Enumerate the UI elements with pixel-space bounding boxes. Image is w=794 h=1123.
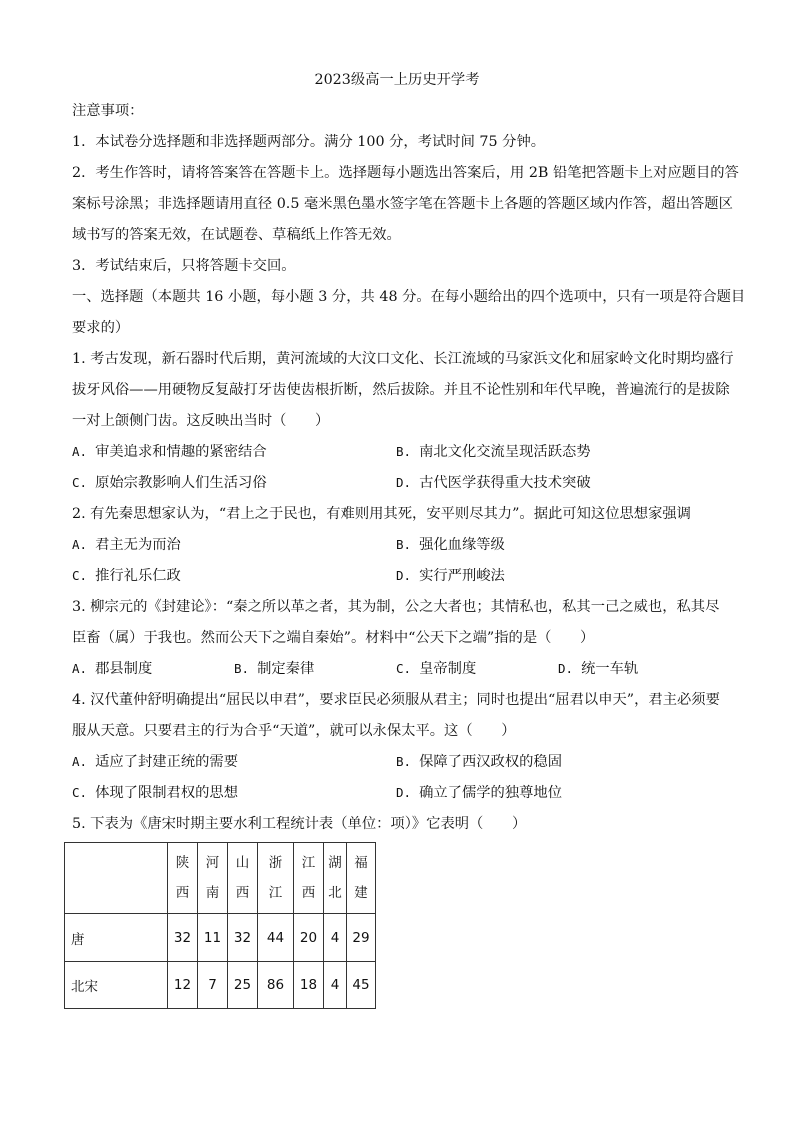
table-cell: 44 (258, 914, 294, 962)
q5-stem-line-1: 5. 下表为《唐宋时期主要水利工程统计表（单位：项）》它表明（ ） (72, 816, 527, 832)
option-key: C. (72, 568, 88, 583)
q3-option-a[interactable] (72, 659, 152, 679)
option-text: 制定秦律 (257, 661, 315, 677)
notice-item-2-line-3: 域书写的答案无效，在试题卷、草稿纸上作答无效。 (72, 227, 401, 243)
option-text: 皇帝制度 (419, 661, 477, 677)
q1-option-d[interactable] (396, 473, 591, 493)
q1-stem-line-3: 一对上颌侧门齿。这反映出当时（ ） (72, 413, 330, 429)
option-key: A. (72, 444, 88, 459)
option-key: D. (396, 568, 412, 583)
table-row (65, 914, 376, 962)
q1-stem-line-1: 1. 考古发现，新石器时代后期，黄河流域的大汶口文化、长江流域的马家浜文化和屈家岭文化时期均盛行 (72, 351, 734, 367)
table-row (65, 962, 376, 1009)
option-text: 君主无为而治 (95, 537, 181, 553)
q1-option-b[interactable] (396, 442, 591, 462)
option-text: 体现了限制君权的思想 (95, 785, 239, 801)
table-header-row (65, 843, 376, 914)
table-corner-cell (65, 843, 168, 914)
q1-stem-line-2: 拔牙风俗——用硬物反复敲打牙齿使齿根折断，然后拔除。并且不论性别和年代早晚，普遍流行的是拔除 (72, 382, 730, 398)
table-cell: 20 (294, 914, 324, 962)
option-key: B. (396, 754, 412, 769)
option-text: 保障了西汉政权的稳固 (419, 754, 563, 770)
table-cell: 45 (347, 962, 376, 1009)
option-key: B. (234, 661, 250, 676)
option-key: C. (396, 661, 412, 676)
header-cell: 湖 北 (324, 843, 347, 914)
q4-stem-line-2: 服从天意。只要君主的行为合乎“天道”，就可以永保太平。这（ ） (72, 723, 516, 739)
q4-option-b[interactable] (396, 752, 562, 772)
notice-item-3: 3．考试结束后，只将答题卡交回。 (72, 258, 296, 274)
option-text: 实行严刑峻法 (419, 568, 505, 584)
exam-title: 2023级高一上历史开学考 (314, 72, 480, 88)
q3-option-d[interactable] (558, 659, 638, 679)
option-text: 推行礼乐仁政 (95, 568, 181, 584)
table-cell: 25 (228, 962, 258, 1009)
notice-item-2-line-1: 2．考生作答时，请将答案答在答题卡上。选择题每小题选出答案后，用 2B 铅笔把答题卡上对应题目的答 (72, 165, 739, 181)
q2-stem-line-1: 2. 有先秦思想家认为，“君上之于民也，有难则用其死，安平则尽其力”。据此可知这位思想家强调 (72, 506, 691, 522)
q3-option-b[interactable] (234, 659, 314, 679)
header-cell: 江 西 (294, 843, 324, 914)
table-cell: 18 (294, 962, 324, 1009)
option-text: 统一车轨 (581, 661, 639, 677)
table-cell: 32 (228, 914, 258, 962)
option-text: 适应了封建正统的需要 (95, 754, 239, 770)
option-text: 审美追求和情趣的紧密结合 (95, 444, 267, 460)
q2-option-a[interactable] (72, 535, 181, 555)
option-key: C. (72, 475, 88, 490)
q3-stem-line-1: 3. 柳宗元的《封建论》：“秦之所以革之者，其为制，公之大者也；其情私也，私其一己之威也，私其尽 (72, 599, 720, 615)
notice-item-2-line-2: 案标号涂黑；非选择题请用直径 0.5 毫米黑色墨水签字笔在答题卡上各题的答题区域内作答，超出答题区 (72, 196, 733, 212)
q2-option-d[interactable] (396, 566, 505, 586)
option-key: A. (72, 537, 88, 552)
q1-option-c[interactable] (72, 473, 267, 493)
header-cell: 河 南 (198, 843, 228, 914)
row-label: 北宋 (65, 962, 168, 1009)
q1-option-a[interactable] (72, 442, 267, 462)
q4-option-c[interactable] (72, 783, 238, 803)
option-key: C. (72, 785, 88, 800)
table-cell: 11 (198, 914, 228, 962)
option-key: A. (72, 754, 88, 769)
row-label: 唐 (65, 914, 168, 962)
notice-item-1: 1．本试卷分选择题和非选择题两部分。满分 100 分，考试时间 75 分钟。 (72, 134, 546, 150)
table-cell: 7 (198, 962, 228, 1009)
q2-option-c[interactable] (72, 566, 181, 586)
header-cell: 福 建 (347, 843, 376, 914)
option-text: 古代医学获得重大技术突破 (419, 475, 591, 491)
option-key: D. (396, 785, 412, 800)
notice-heading: 注意事项： (72, 103, 144, 119)
q2-option-b[interactable] (396, 535, 505, 555)
option-key: B. (396, 444, 412, 459)
q4-option-d[interactable] (396, 783, 562, 803)
table-cell: 4 (324, 914, 347, 962)
hydraulic-projects-table (64, 842, 376, 1009)
q3-stem-line-2: 臣畜（属）于我也。然而公天下之端自秦始”。材料中“公天下之端”指的是（ ） (72, 630, 595, 646)
option-key: D. (558, 661, 574, 676)
table-cell: 86 (258, 962, 294, 1009)
option-text: 原始宗教影响人们生活习俗 (95, 475, 267, 491)
option-key: D. (396, 475, 412, 490)
section-1-heading-line-1: 一、选择题（本题共 16 小题，每小题 3 分，共 48 分。在每小题给出的四个选项中，只有一项是符合题目 (72, 289, 746, 305)
option-text: 确立了儒学的独尊地位 (419, 785, 563, 801)
option-key: A. (72, 661, 88, 676)
option-text: 南北文化交流呈现活跃态势 (419, 444, 591, 460)
header-cell: 陕 西 (168, 843, 198, 914)
q3-option-c[interactable] (396, 659, 476, 679)
option-text: 郡县制度 (95, 661, 153, 677)
table-cell: 12 (168, 962, 198, 1009)
q4-option-a[interactable] (72, 752, 238, 772)
table-cell: 29 (347, 914, 376, 962)
q4-stem-line-1: 4. 汉代董仲舒明确提出“屈民以申君”，要求臣民必须服从君主；同时也提出“屈君以申天”，君主必须要 (72, 692, 720, 708)
table-cell: 4 (324, 962, 347, 1009)
option-text: 强化血缘等级 (419, 537, 505, 553)
section-1-heading-line-2: 要求的） (72, 320, 130, 336)
header-cell: 浙 江 (258, 843, 294, 914)
table-cell: 32 (168, 914, 198, 962)
option-key: B. (396, 537, 412, 552)
header-cell: 山 西 (228, 843, 258, 914)
